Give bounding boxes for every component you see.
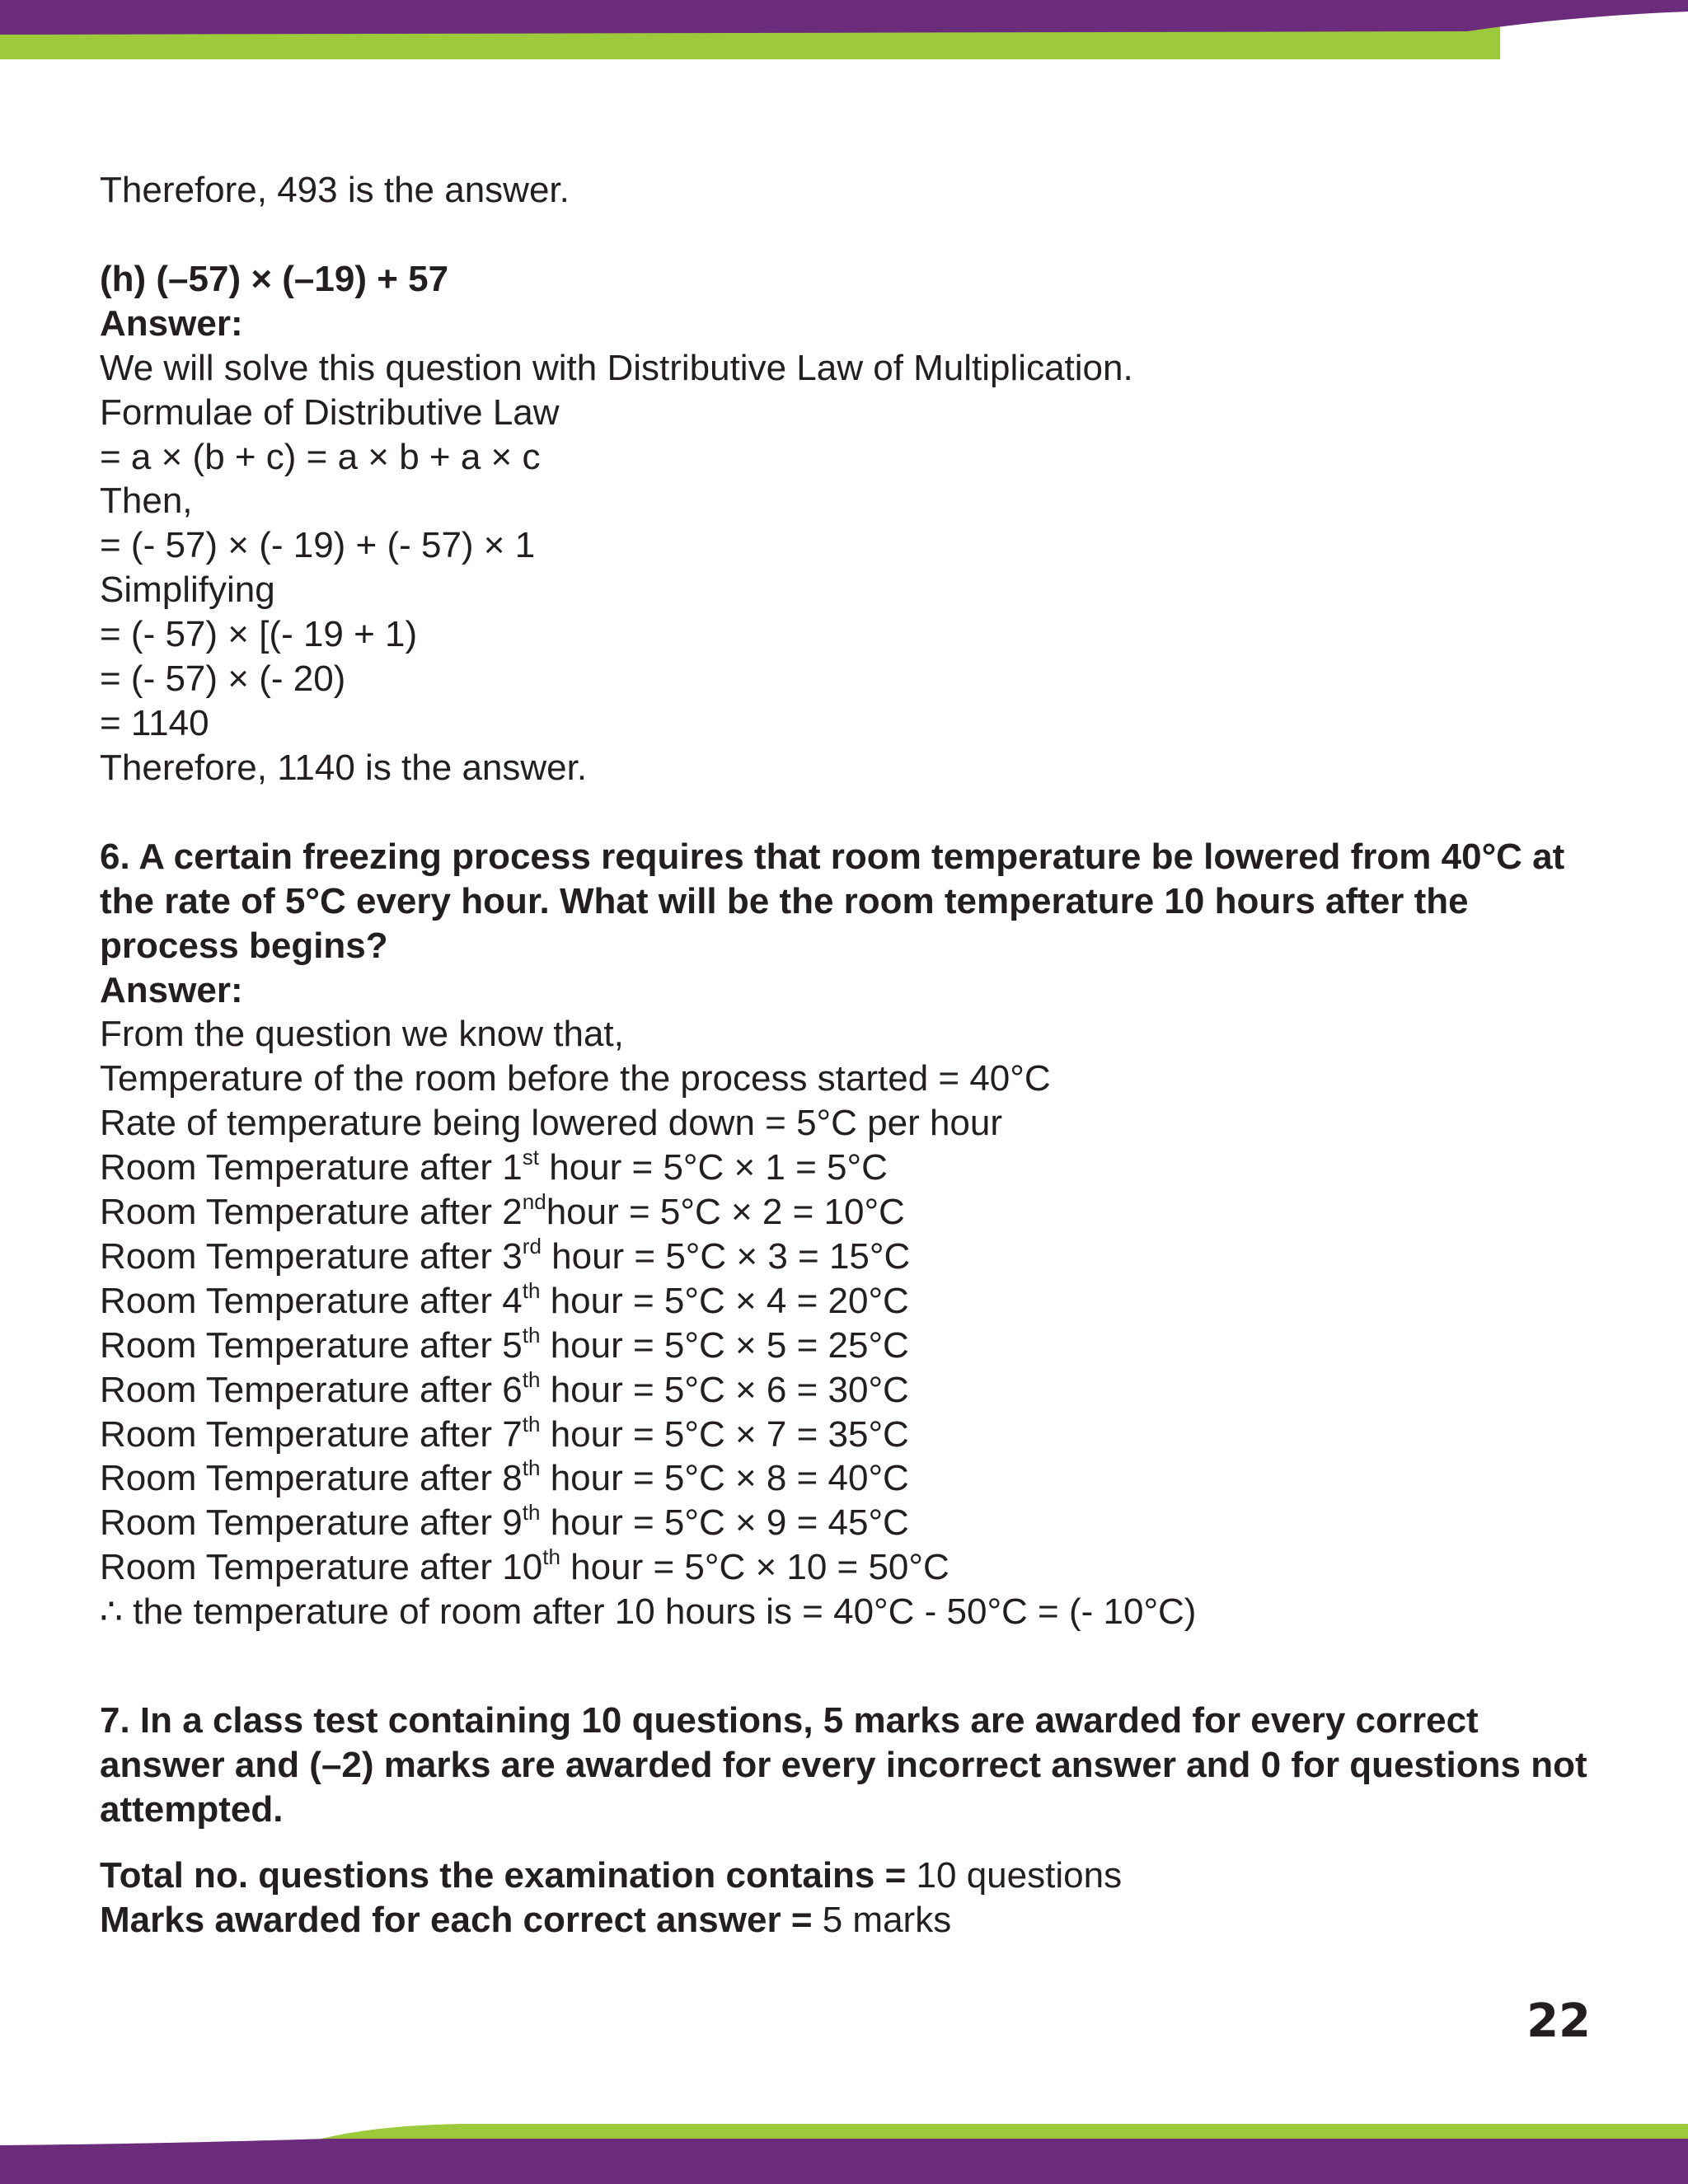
solution-line: Temperature of the room before the process started = 40°C <box>100 1058 1051 1099</box>
hour-line: Room Temperature after 4th hour = 5°C × 4 = 20°C <box>100 1277 909 1321</box>
hour-line: Room Temperature after 9th hour = 5°C × 9 = 45°C <box>100 1500 909 1544</box>
answer-label-6: Answer: <box>100 969 243 1010</box>
question-6: 6. A certain freezing process requires that room temperature be lowered from 40°C at the rate of 5°C every hour. What will be the room temperature 10 hours after the process begins? <box>100 836 1565 966</box>
hour-line: Room Temperature after 7th hour = 5°C × 7 = 35°C <box>100 1411 909 1455</box>
fact-line: Marks awarded for each correct answer = 5 marks <box>100 1899 952 1940</box>
page-content <box>100 168 1600 1943</box>
hour-line: Room Temperature after 8th hour = 5°C × 8 = 40°C <box>100 1455 909 1499</box>
question-7: 7. In a class test containing 10 questions, 5 marks are awarded for every correct answer and (–2) marks are awarded for every incorrect answer and 0 for questions not attempted. <box>100 1700 1587 1830</box>
hour-line: Room Temperature after 3rd hour = 5°C × 3 = 15°C <box>100 1233 911 1277</box>
header-decoration <box>0 0 1688 62</box>
paragraph-answer-g: Therefore, 493 is the answer. <box>100 170 570 210</box>
hour-line: Room Temperature after 5th hour = 5°C × 5 = 25°C <box>100 1322 909 1366</box>
solution-line: = a × (b + c) = a × b + a × c <box>100 436 541 477</box>
solution-line: We will solve this question with Distributive Law of Multiplication. <box>100 347 1133 388</box>
conclusion-6: ∴ the temperature of room after 10 hours is = 40°C - 50°C = (- 10°C) <box>100 1591 1197 1633</box>
solution-line: Simplifying <box>100 569 275 611</box>
hour-line: Room Temperature after 10th hour = 5°C × 10 = 50°C <box>100 1544 950 1588</box>
answer-label-h: Answer: <box>100 302 243 344</box>
solution-line: = (- 57) × [(- 19 + 1) <box>100 614 418 655</box>
solution-line: Then, <box>100 480 193 522</box>
solution-line: = (- 57) × (- 20) <box>100 658 346 700</box>
question-h: (h) (–57) × (–19) + 57 <box>100 258 449 299</box>
solution-line: Formulae of Distributive Law <box>100 391 560 433</box>
hour-line: Room Temperature after 2ndhour = 5°C × 2 = 10°C <box>100 1189 905 1233</box>
header-purple-band <box>0 0 1688 35</box>
page-number: 22 <box>1526 1994 1591 2048</box>
hour-line: Room Temperature after 6th hour = 5°C × 6 = 30°C <box>100 1366 909 1410</box>
footer-decoration <box>0 2114 1688 2184</box>
solution-line: From the question we know that, <box>100 1014 624 1055</box>
footer-purple-band <box>0 2139 1688 2184</box>
solution-line: Therefore, 1140 is the answer. <box>100 747 588 788</box>
fact-line: Total no. questions the examination contains = 10 questions <box>100 1854 1123 1896</box>
solution-line: Rate of temperature being lowered down = 5°C per hour <box>100 1103 1003 1144</box>
hour-line: Room Temperature after 1st hour = 5°C × 1 = 5°C <box>100 1145 888 1188</box>
solution-line: = 1140 <box>100 702 209 743</box>
solution-line: = (- 57) × (- 19) + (- 57) × 1 <box>100 525 536 566</box>
